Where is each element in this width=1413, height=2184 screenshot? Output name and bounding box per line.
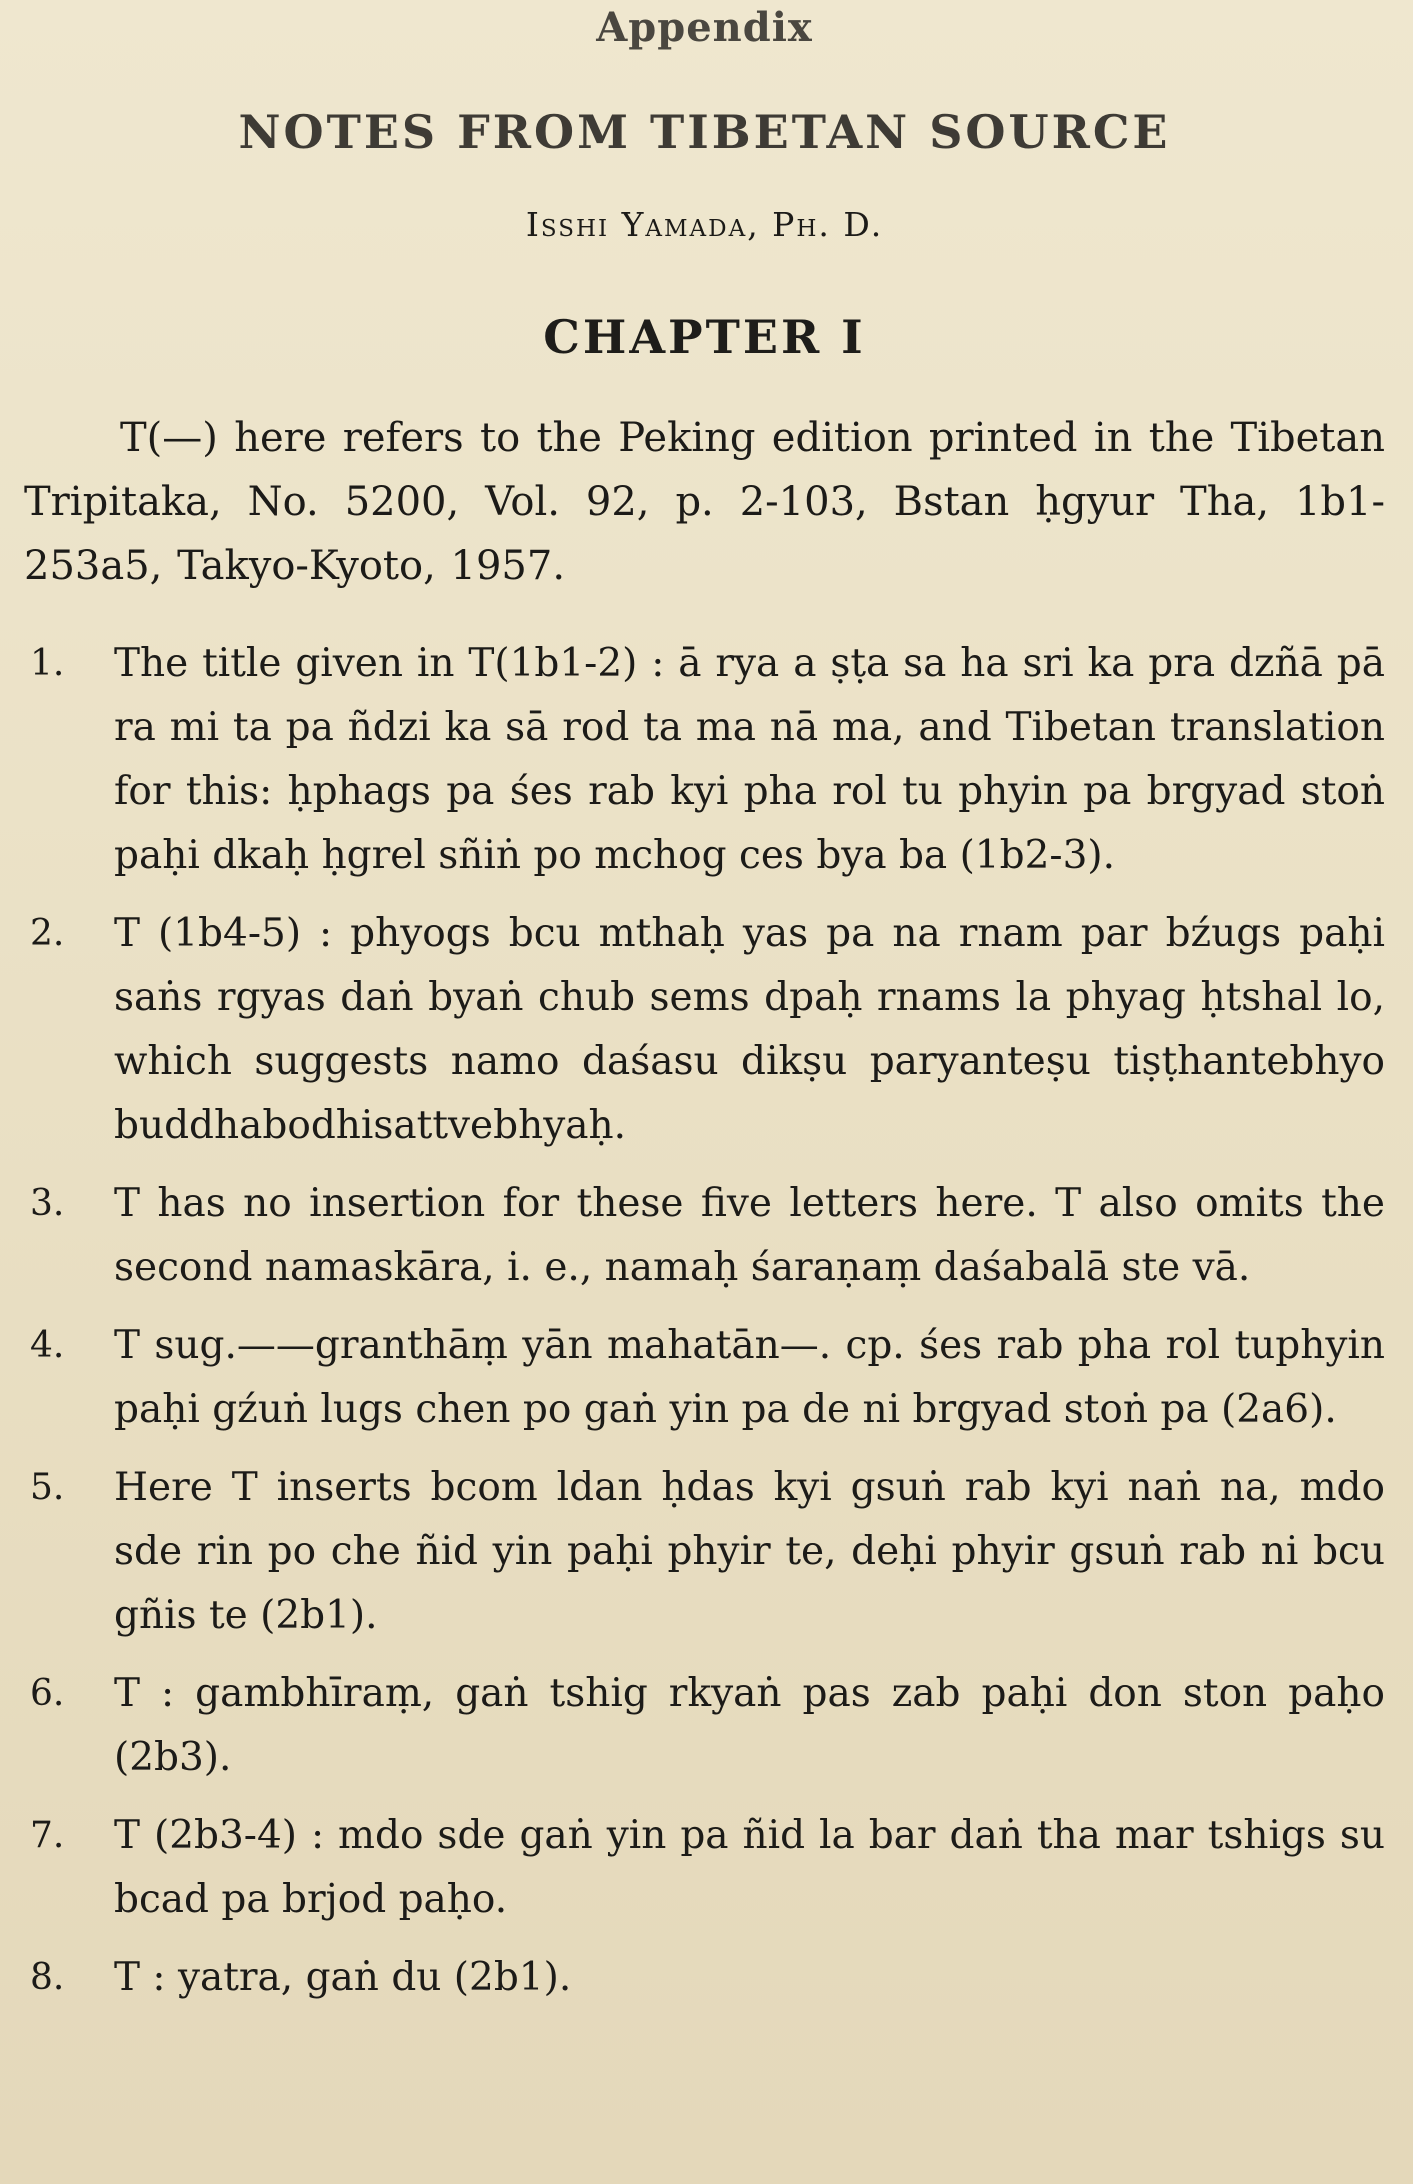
note-text: The title given in T(1b1-2) : ā rya a ṣṭa sa ha sri ka pra dzñā pā ra mi ta pa ñdzi ka sā rod ta ma nā ma, and Tibetan translation for this: ḥphags pa śes rab kyi pha rol tu phyin pa brgyad stoṅ paḥi dkaḥ ḥgrel sñiṅ po mchog ces bya ba (1b2-3). xyxy=(114,641,1385,878)
note-number: 3. xyxy=(30,1183,65,1224)
note-number: 7. xyxy=(30,1815,65,1856)
section-heading: Appendix xyxy=(596,4,813,51)
note-item xyxy=(24,632,1385,888)
note-item xyxy=(24,1804,1385,1932)
note-number: 8. xyxy=(30,1957,65,1998)
note-text: T has no insertion for these five letters here. T also omits the second namaskāra, i. e., namaḥ śaraṇaṃ daśabalā ste vā. xyxy=(114,1181,1385,1290)
author-line: Isshi Yamada, Ph. D. xyxy=(525,205,884,244)
note-number: 1. xyxy=(30,643,65,684)
note-number: 5. xyxy=(30,1467,65,1508)
note-item xyxy=(24,902,1385,1158)
note-item xyxy=(24,1314,1385,1442)
page-title: NOTES FROM TIBETAN SOURCE xyxy=(238,105,1171,159)
note-text: T (2b3-4) : mdo sde gaṅ yin pa ñid la bar daṅ tha mar tshigs su bcad pa brjod paḥo. xyxy=(114,1813,1385,1922)
note-item xyxy=(24,1172,1385,1300)
note-text: T : yatra, gaṅ du (2b1). xyxy=(114,1955,572,2000)
note-item xyxy=(24,1456,1385,1648)
note-number: 2. xyxy=(30,913,65,954)
note-item xyxy=(24,1662,1385,1790)
note-text: T (1b4-5) : phyogs bcu mthaḥ yas pa na rnam par bźugs paḥi saṅs rgyas daṅ byaṅ chub sems dpaḥ rnams la phyag ḥtshal lo, which suggests namo daśasu dikṣu paryanteṣu tiṣṭhantebhyo buddhabodhisattvebhyaḥ. xyxy=(114,911,1385,1148)
note-number: 6. xyxy=(30,1673,65,1714)
notes-list xyxy=(24,632,1385,2010)
intro-paragraph: T(—) here refers to the Peking edition printed in the Tibetan Tripitaka, No. 5200, Vol. 92, p. 2-103, Bstan ḥgyur Tha, 1b1-253a5, Takyo-Kyoto, 1957. xyxy=(24,415,1385,589)
chapter-heading: CHAPTER I xyxy=(543,310,866,364)
note-item xyxy=(24,1946,1385,2010)
note-number: 4. xyxy=(30,1325,65,1366)
note-text: Here T inserts bcom ldan ḥdas kyi gsuṅ rab kyi naṅ na, mdo sde rin po che ñid yin paḥi phyir te, deḥi phyir gsuṅ rab ni bcu gñis te (2b1). xyxy=(114,1465,1385,1638)
note-text: T : gambhīraṃ, gaṅ tshig rkyaṅ pas zab paḥi don ston paḥo (2b3). xyxy=(114,1671,1385,1780)
note-text: T sug.——granthāṃ yān mahatān—. cp. śes rab pha rol tuphyin paḥi gźuṅ lugs chen po gaṅ yin pa de ni brgyad stoṅ pa (2a6). xyxy=(114,1323,1385,1432)
